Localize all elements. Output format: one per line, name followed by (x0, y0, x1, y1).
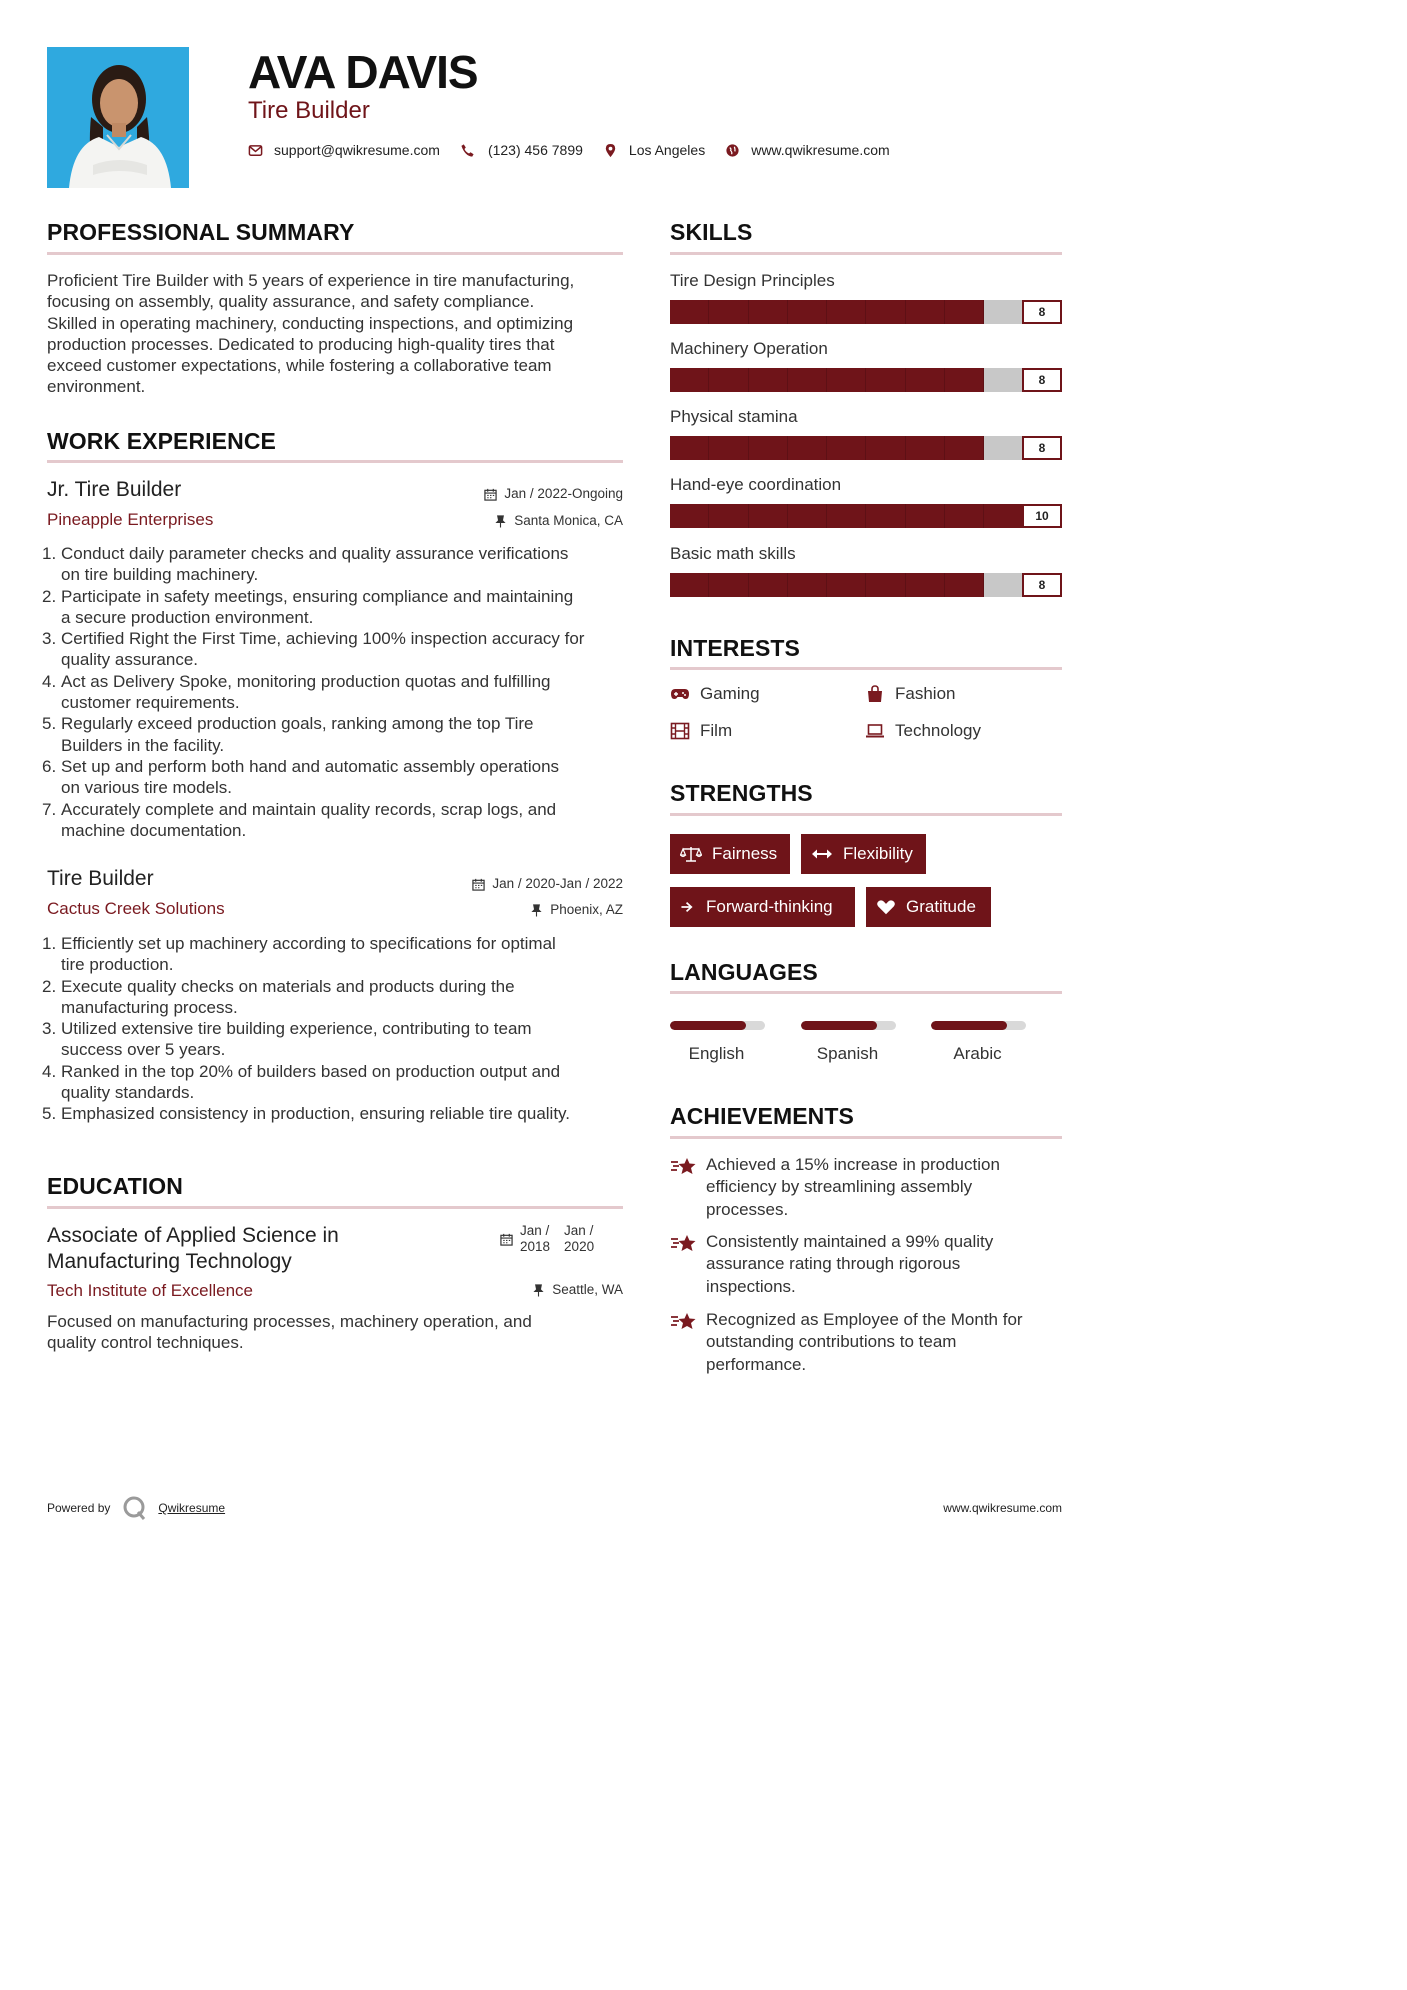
skill-bar-segment (866, 436, 905, 460)
skill-label: Tire Design Principles (670, 271, 835, 290)
skill-bar-segment (670, 573, 709, 597)
summary-line: Proficient Tire Builder with 5 years of experience in tire manufacturing, (47, 271, 575, 290)
skill-bar-segment (945, 436, 984, 460)
list-item: 2. Execute quality checks on materials and products during the manufacturing process. (42, 976, 515, 1017)
skill-bar-segment (749, 573, 788, 597)
contact-location-text: Los Angeles (628, 142, 706, 158)
achievement-item: Recognized as Employee of the Month for outstanding contributions to team performance. (670, 1309, 1062, 1376)
skill-bar-segment (984, 573, 1023, 597)
list-item: 3. Utilized extensive tire building experience, contributing to team success over 5 years. (42, 1019, 532, 1060)
experience-heading: WORK EXPERIENCE (47, 428, 276, 454)
job-date-text: Jan / 2022-Ongoing (504, 486, 623, 501)
pushpin-icon (530, 904, 543, 917)
summary-line: environment. (47, 377, 146, 397)
contact-website[interactable] (725, 140, 889, 160)
education-location-text: Seattle, WA (552, 1282, 623, 1297)
contact-email-text: support@qwikresume.com (274, 142, 440, 158)
skill-bar-segment (945, 300, 984, 324)
candidate-role: Tire Builder (248, 97, 370, 124)
job-title: Jr. Tire Builder (47, 478, 182, 501)
interest-technology (865, 720, 981, 742)
list-item: 2. Participate in safety meetings, ensuring compliance and maintaining a secure production environment. (42, 586, 574, 627)
list-item: 6. Set up and perform both hand and automatic assembly operations on various tire models. (42, 756, 560, 798)
phone-icon (460, 143, 475, 158)
achievements-divider (670, 1136, 1062, 1139)
skill-bar (670, 504, 1062, 528)
skill-score: 8 (1022, 368, 1062, 392)
contact-phone-text: (123) 456 7899 (487, 142, 583, 158)
skill-bar-segment (709, 573, 748, 597)
education-divider (47, 1206, 623, 1209)
calendar-icon (484, 488, 497, 501)
skill-bar-segment (788, 300, 827, 324)
skill-bar-segment (788, 573, 827, 597)
degree-title (47, 1223, 339, 1275)
language-level-fill (931, 1021, 1007, 1030)
skill-label: Machinery Operation (670, 339, 828, 358)
summary-line: production processes. Dedicated to producing high-quality tires that (47, 334, 555, 354)
language-level-bar (670, 1021, 765, 1030)
skill-bar-segment (906, 436, 945, 460)
skill-bar-segment (984, 368, 1023, 392)
job-bullet-list (42, 543, 637, 841)
skill-score: 8 (1022, 300, 1062, 324)
skill-label: Basic math skills (670, 544, 796, 563)
end-year: 2020 (564, 1239, 595, 1254)
language-name: English (688, 1044, 745, 1063)
footer-powered-by (47, 1495, 225, 1521)
skill-score: 8 (1022, 436, 1062, 460)
job-date-text: Jan / 2020-Jan / 2022 (492, 876, 623, 891)
strength-label: Fairness (712, 844, 778, 863)
achievement-item: Achieved a 15% increase in production efficiency by streamlining assembly processes. (670, 1154, 1062, 1221)
summary-divider (47, 252, 623, 255)
skill-bar (670, 300, 1062, 324)
interests-divider (670, 667, 1062, 670)
pushpin-icon (532, 1284, 545, 1297)
map-marker-icon (603, 143, 618, 158)
education-heading: EDUCATION (47, 1173, 183, 1199)
job-company: Pineapple Enterprises (47, 510, 214, 529)
skill-bar (670, 368, 1062, 392)
contact-phone[interactable] (460, 140, 583, 160)
shooting-star-icon (670, 1231, 698, 1255)
interest-label: Gaming (700, 684, 760, 703)
list-item: 4. Ranked in the top 20% of builders based on production output and quality standards. (42, 1061, 561, 1103)
language-level-bar (801, 1021, 896, 1030)
skill-bar-segment (670, 504, 709, 528)
skill-bar-segment (945, 573, 984, 597)
start-year: 2018 (520, 1239, 551, 1254)
skill-bar-segment (866, 300, 905, 324)
interest-fashion (865, 683, 955, 705)
skill-bar-segment (749, 300, 788, 324)
summary-line: focusing on assembly, quality assurance, and safety compliance. (47, 292, 535, 312)
interests-heading: INTERESTS (670, 635, 800, 661)
education-location (532, 1281, 623, 1299)
interest-gaming (670, 683, 760, 705)
envelope-icon (248, 143, 263, 158)
skill-bar-segment (945, 504, 984, 528)
arrow-right-icon (680, 898, 696, 916)
skill-bar-segment (670, 436, 709, 460)
interest-label: Fashion (895, 684, 956, 703)
start-month: Jan / (520, 1223, 550, 1238)
language-level-fill (670, 1021, 746, 1030)
contact-website-text: www.qwikresume.com (751, 142, 890, 158)
languages-divider (670, 991, 1062, 994)
heart-icon (876, 898, 896, 916)
candidate-name: AVA DAVIS (248, 46, 478, 98)
calendar-icon (500, 1233, 513, 1246)
achievements-heading: ACHIEVEMENTS (670, 1103, 854, 1129)
gamepad-icon (670, 685, 690, 703)
skill-bar-segment (788, 504, 827, 528)
skill-score: 8 (1022, 573, 1062, 597)
globe-icon (725, 143, 740, 158)
list-item: 5. Regularly exceed production goals, ranking among the top Tire Builders in the facility. (42, 714, 534, 755)
education-description: Focused on manufacturing processes, machinery operation, and quality control techniques. (47, 1312, 532, 1353)
job-location (494, 512, 623, 530)
skill-bar-segment (749, 368, 788, 392)
footer-website[interactable]: www.qwikresume.com (943, 1501, 1062, 1515)
skill-bar-segment (984, 300, 1023, 324)
skill-bar-segment (866, 368, 905, 392)
skill-bar-segment (749, 504, 788, 528)
job-title: Tire Builder (47, 867, 154, 890)
skill-bar (670, 436, 1062, 460)
skill-bar-segment (984, 436, 1023, 460)
list-item: 7. Accurately complete and maintain quality records, scrap logs, and machine documentation. (42, 799, 557, 840)
skill-bar-segment (827, 436, 866, 460)
calendar-icon (472, 878, 485, 891)
skill-score: 10 (1022, 504, 1062, 528)
interest-label: Film (700, 721, 733, 740)
list-item: 5. Emphasized consistency in production, ensuring reliable tire quality. (42, 1104, 571, 1124)
skill-bar-segment (670, 368, 709, 392)
degree-line: Associate of Applied Science in (47, 1224, 339, 1247)
skills-divider (670, 252, 1062, 255)
contact-bar (248, 140, 910, 160)
strength-label: Gratitude (906, 897, 976, 916)
skill-bar-segment (866, 573, 905, 597)
job-date (472, 875, 623, 893)
arrows-horizontal-icon (811, 845, 833, 863)
skill-bar-segment (709, 436, 748, 460)
qwikresume-logo-icon (122, 1495, 148, 1521)
interest-film (670, 720, 732, 742)
job-date (484, 485, 623, 503)
film-icon (670, 722, 690, 740)
strength-tag-fairness (670, 834, 790, 874)
skill-bar-segment (709, 300, 748, 324)
skill-bar-segment (984, 504, 1023, 528)
job-bullet-list (42, 933, 637, 1125)
profile-photo (47, 47, 189, 188)
job-location-text: Phoenix, AZ (550, 902, 623, 917)
pushpin-icon (494, 515, 507, 528)
strength-label: Flexibility (843, 844, 913, 863)
skill-bar-segment (670, 300, 709, 324)
skill-label: Hand-eye coordination (670, 475, 842, 494)
language-name: Arabic (953, 1044, 1002, 1063)
brand-link[interactable]: Qwikresume (158, 1501, 226, 1515)
language-level-fill (801, 1021, 877, 1030)
summary-heading: PROFESSIONAL SUMMARY (47, 219, 355, 245)
interest-label: Technology (895, 721, 982, 740)
education-date (500, 1223, 594, 1255)
strengths-heading: STRENGTHS (670, 780, 813, 806)
list-item: 3. Certified Right the First Time, achieving 100% inspection accuracy for quality assurance. (42, 629, 585, 670)
skill-bar-segment (788, 368, 827, 392)
skill-bar-segment (827, 504, 866, 528)
degree-line: Manufacturing Technology (47, 1250, 292, 1273)
job-location (530, 901, 623, 919)
balance-scale-icon (680, 845, 702, 863)
summary-line: Skilled in operating machinery, conducting inspections, and optimizing (47, 313, 574, 333)
shooting-star-icon (670, 1309, 698, 1333)
list-item: 1. Efficiently set up machinery according to specifications for optimal tire production. (42, 934, 556, 975)
contact-email[interactable] (248, 140, 440, 160)
experience-divider (47, 460, 623, 463)
skills-heading: SKILLS (670, 219, 753, 245)
shopping-bag-icon (865, 685, 885, 703)
end-month: Jan / (564, 1223, 594, 1238)
languages-heading: LANGUAGES (670, 959, 818, 985)
strength-tag-gratitude (866, 887, 991, 927)
summary-text (47, 270, 637, 398)
laptop-icon (865, 722, 885, 740)
skill-bar-segment (709, 368, 748, 392)
strength-tag-flexibility (801, 834, 926, 874)
skill-bar (670, 573, 1062, 597)
list-item: 4. Act as Delivery Spoke, monitoring production quotas and fulfilling customer requirements. (42, 671, 551, 713)
strength-tag-forward-thinking (670, 887, 855, 927)
skill-bar-segment (788, 436, 827, 460)
skill-bar-segment (827, 573, 866, 597)
skill-bar-segment (906, 300, 945, 324)
strengths-divider (670, 813, 1062, 816)
shooting-star-icon (670, 1154, 698, 1178)
skill-bar-segment (709, 504, 748, 528)
summary-line: exceed customer expectations, while fostering a collaborative team (47, 356, 552, 376)
achievement-item: Consistently maintained a 99% quality assurance rating through rigorous inspections. (670, 1231, 1062, 1298)
job-location-text: Santa Monica, CA (514, 513, 623, 528)
language-name: Spanish (816, 1044, 879, 1063)
skill-bar-segment (749, 436, 788, 460)
job-company: Cactus Creek Solutions (47, 899, 225, 918)
skill-bar-segment (827, 300, 866, 324)
skill-label: Physical stamina (670, 407, 798, 426)
contact-location (603, 140, 705, 160)
language-level-bar (931, 1021, 1026, 1030)
skill-bar-segment (827, 368, 866, 392)
skill-bar-segment (866, 504, 905, 528)
school-name: Tech Institute of Excellence (47, 1281, 254, 1300)
skill-bar-segment (906, 504, 945, 528)
powered-by-text: Powered by (47, 1501, 111, 1515)
skill-bar-segment (945, 368, 984, 392)
strength-label: Forward-thinking (706, 897, 833, 916)
skill-bar-segment (906, 573, 945, 597)
skill-bar-segment (906, 368, 945, 392)
list-item: 1. Conduct daily parameter checks and quality assurance verifications on tire building machinery. (42, 544, 569, 585)
